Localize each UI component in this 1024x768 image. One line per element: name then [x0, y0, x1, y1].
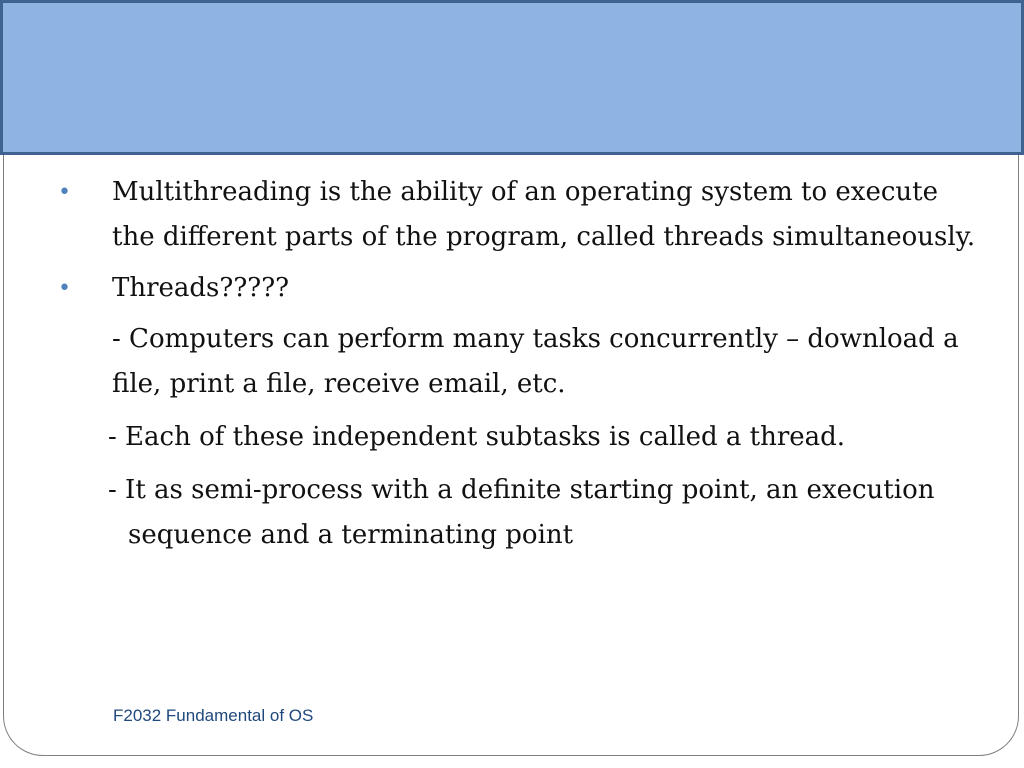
sub-point: - Each of these independent subtasks is called a thread. [108, 422, 846, 452]
sub-point: - It as semi-process with a definite starting point, an execution [108, 475, 935, 505]
slide-content [56, 170, 976, 566]
bullet-text: Threads????? [112, 273, 290, 303]
bullet-item [56, 170, 976, 260]
bullet-dot-icon: • [58, 180, 71, 205]
bullet-text: Multithreading is the ability of an operating system to execute the different parts of the program, called threads simultaneously. [112, 177, 976, 252]
bullet-item [56, 266, 976, 311]
sub-point: - Computers can perform many tasks concurrently – download a file, print a file, receive email, etc. [112, 324, 959, 399]
title-bar [0, 0, 1024, 155]
sub-point-continuation: sequence and a terminating point [128, 520, 574, 550]
footer-text: F2032 Fundamental of OS [113, 706, 314, 725]
bullet-dot-icon: • [58, 276, 71, 301]
